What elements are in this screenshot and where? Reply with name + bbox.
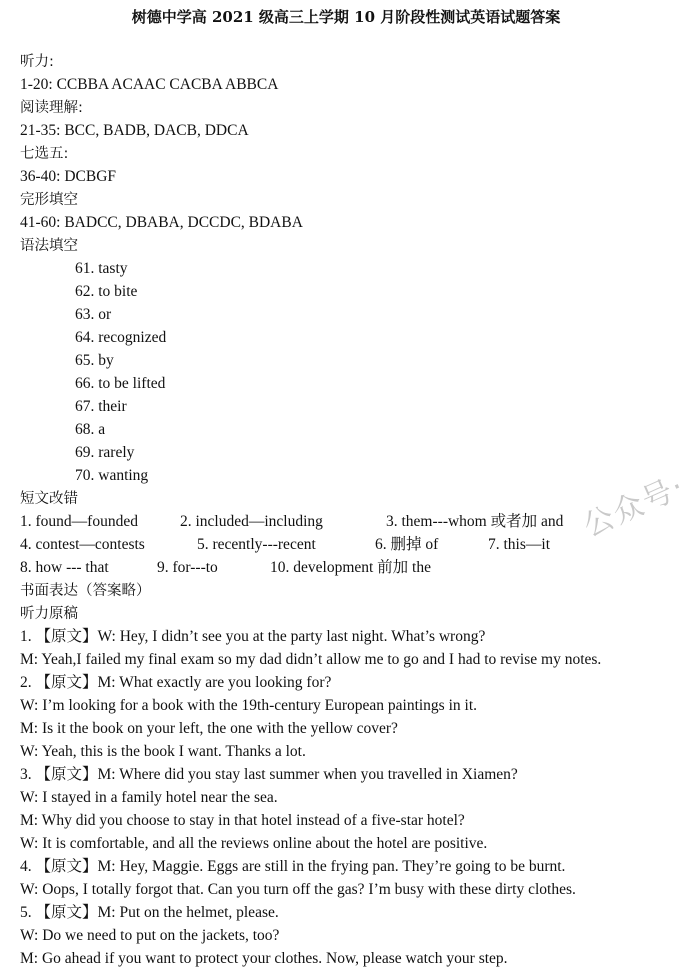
correction-item: 4. contest—contests	[20, 536, 145, 553]
correction-heading: 短文改错	[20, 491, 78, 507]
correction-item: 7. this—it	[488, 536, 551, 553]
page-title: 树德中学高 2021 级高三上学期 10 月阶段性测试英语试题答案	[131, 8, 561, 26]
transcript-line: W: I stayed in a family hotel near the sea.	[20, 789, 278, 806]
correction-item: 10. development 前加 the	[270, 559, 431, 576]
reading-heading: 阅读理解:	[20, 100, 83, 116]
correction-row-2	[20, 535, 620, 555]
correction-item: 2. included—including	[180, 513, 323, 530]
transcript-line: 1. 【原文】W: Hey, I didn’t see you at the party last night. What’s wrong?	[20, 628, 486, 645]
seven-five-heading: 七选五:	[20, 146, 69, 162]
listening-heading: 听力:	[20, 54, 54, 70]
correction-item: 8. how --- that	[20, 559, 109, 576]
correction-item: 1. found—founded	[20, 513, 138, 530]
seven-five-answers: 36-40: DCBGF	[20, 168, 117, 185]
transcript-line: 5. 【原文】M: Put on the helmet, please.	[20, 904, 279, 921]
grammar-item: 63. or	[75, 306, 112, 323]
writing-heading: 书面表达（答案略）	[20, 583, 151, 599]
transcript-line: W: It is comfortable, and all the reviews online about the hotel are positive.	[20, 835, 488, 852]
reading-answers: 21-35: BCC, BADB, DACB, DDCA	[20, 122, 249, 139]
correction-item: 5. recently---recent	[197, 536, 316, 553]
grammar-heading: 语法填空	[20, 238, 78, 254]
transcript-line: M: Yeah,I failed my final exam so my dad didn’t allow me to go and I had to revise my notes.	[20, 651, 602, 668]
transcript-line: M: Go ahead if you want to protect your clothes. Now, please watch your step.	[20, 950, 508, 967]
correction-row-3	[20, 558, 620, 578]
transcript-line: 4. 【原文】M: Hey, Maggie. Eggs are still in the frying pan. They’re going to be burnt.	[20, 858, 566, 875]
grammar-item: 66. to be lifted	[75, 375, 166, 392]
transcript-line: M: Is it the book on your left, the one with the yellow cover?	[20, 720, 398, 737]
transcript-line: M: Why did you choose to stay in that hotel instead of a five-star hotel?	[20, 812, 465, 829]
correction-item: 6. 删掉 of	[375, 536, 439, 553]
correction-item: 9. for---to	[157, 559, 218, 576]
grammar-item: 70. wanting	[75, 467, 149, 484]
grammar-item: 67. their	[75, 398, 127, 415]
transcript-line: W: I’m looking for a book with the 19th-century European paintings in it.	[20, 697, 478, 714]
grammar-item: 68. a	[75, 421, 106, 438]
transcript-line: 3. 【原文】M: Where did you stay last summer when you travelled in Xiamen?	[20, 766, 518, 783]
correction-item: 3. them---whom 或者加 and	[386, 513, 564, 530]
watermark: 公众号·	[578, 468, 691, 545]
transcript-line: W: Do we need to put on the jackets, too?	[20, 927, 280, 944]
transcript-line: 2. 【原文】M: What exactly are you looking for?	[20, 674, 332, 691]
transcript-heading: 听力原稿	[20, 606, 78, 622]
correction-row-1	[20, 512, 620, 532]
listening-answers: 1-20: CCBBA ACAAC CACBA ABBCA	[20, 76, 279, 93]
grammar-item: 69. rarely	[75, 444, 135, 461]
grammar-item: 61. tasty	[75, 260, 128, 277]
grammar-item: 65. by	[75, 352, 114, 369]
cloze-answers: 41-60: BADCC, DBABA, DCCDC, BDABA	[20, 214, 303, 231]
transcript-line: W: Yeah, this is the book I want. Thanks a lot.	[20, 743, 306, 760]
grammar-item: 64. recognized	[75, 329, 167, 346]
cloze-heading: 完形填空	[20, 192, 78, 208]
transcript-line: W: Oops, I totally forgot that. Can you turn off the gas? I’m busy with these dirty clothes.	[20, 881, 576, 898]
grammar-item: 62. to bite	[75, 283, 138, 300]
